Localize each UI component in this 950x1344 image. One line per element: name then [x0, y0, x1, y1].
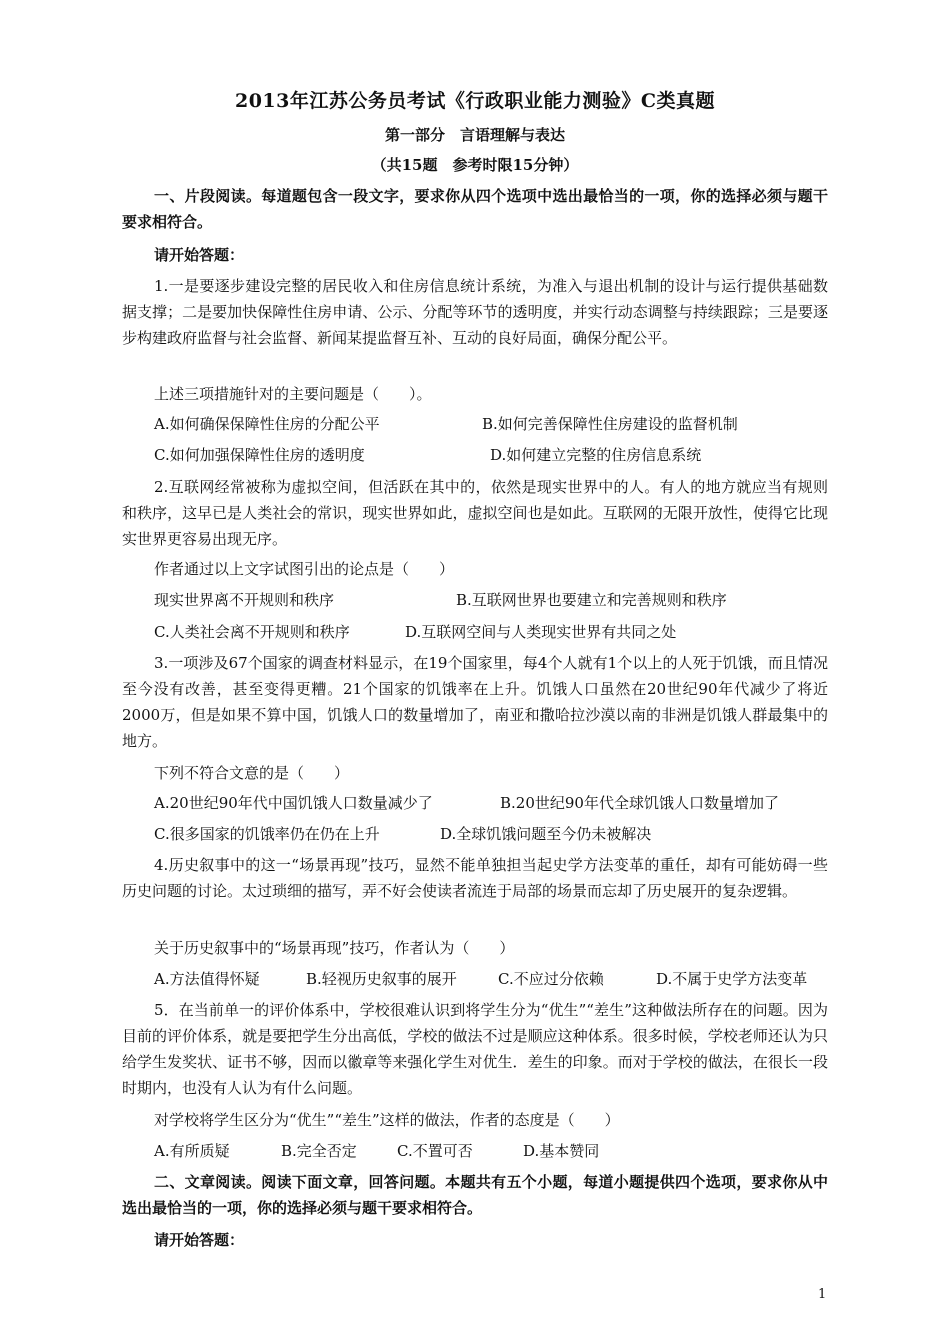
q5-option-b: B.完全否定 [281, 1142, 357, 1160]
q4-option-c: C.不应过分依赖 [498, 970, 604, 988]
q3-option-b: B.20世纪90年代全球饥饿人口数量增加了 [500, 794, 779, 812]
q1-option-b: B.如何完善保障性住房建设的监督机制 [482, 415, 738, 433]
q4-option-d: D.不属于史学方法变革 [656, 970, 808, 988]
q2-passage: 2.互联网经常被称为虚拟空间，但活跃在其中的，依然是现实世界中的人。有人的地方就应当有规则和秩序，这早已是人类社会的常识，现实世界如此，虚拟空间也是如此。互联网的无限开放性，使得它比现实世界更容易出现无序。 [122, 478, 828, 548]
page-title: 2013年江苏公务员考试《行政职业能力测验》C类真题 [234, 90, 715, 112]
q3-passage: 3.一项涉及67个国家的调查材料显示，在19个国家里，每4个人就有1个以上的人死于饥饿，而且情况至今没有改善，甚至变得更糟。21个国家的饥饿率在上升。饥饿人口虽然在20世纪90年代减少了将近2000万，但是如果不算中国，饥饿人口的数量增加了，南亚和撒哈拉沙漠以南的非洲是饥饿人群最集中的地方。 [122, 654, 828, 750]
q3-option-c: C.很多国家的饥饿率仍在仍在上升 [154, 825, 380, 843]
q5-option-d: D.基本赞同 [523, 1142, 600, 1160]
page-number: 1 [818, 1287, 827, 1302]
section1-start: 请开始答题： [154, 246, 245, 264]
section1-instruction: 一、片段阅读。每道题包含一段文字，要求你从四个选项中选出最恰当的一项，你的选择必须与题干要求相符合。 [122, 187, 828, 231]
q5-passage: 5．在当前单一的评价体系中，学校很难认识到将学生分为“优生”“差生”这种做法所存在的问题。因为目前的评价体系，就是要把学生分出高低，学校的做法不过是顺应这种体系。很多时候，学校老师还认为只给学生发奖状、证书不够，因而以徽章等来强化学生对优生．差生的印象。而对于学校的做法，在很长一段时期内，也没有人认为有什么问题。 [122, 1001, 828, 1097]
q2-option-a: 现实世界离不开规则和秩序 [154, 591, 335, 609]
q4-option-b: B.轻视历史叙事的展开 [306, 970, 457, 988]
q2-option-b: B.互联网世界也要建立和完善规则和秩序 [456, 591, 727, 609]
part-info: （共15题 参考时限15分钟） [371, 156, 579, 174]
q1-option-c: C.如何加强保障性住房的透明度 [154, 446, 365, 464]
q1-option-d: D.如何建立完整的住房信息系统 [490, 446, 702, 464]
section2-instruction: 二、文章阅读。阅读下面文章，回答问题。本题共有五个小题，每道小题提供四个选项，要求你从中选出最恰当的一项，你的选择必须与题干要求相符合。 [122, 1173, 828, 1217]
q5-option-c: C.不置可否 [397, 1142, 473, 1160]
q1-stem: 上述三项措施针对的主要问题是（ ）。 [154, 385, 432, 403]
q3-option-a: A.20世纪90年代中国饥饿人口数量减少了 [154, 794, 433, 812]
q3-option-d: D.全球饥饿问题至今仍未被解决 [440, 825, 652, 843]
q4-option-a: A.方法值得怀疑 [154, 970, 260, 988]
section2-start: 请开始答题： [154, 1231, 245, 1249]
q1-option-a: A.如何确保保障性住房的分配公平 [154, 415, 380, 433]
q4-passage: 4.历史叙事中的这一“场景再现”技巧，显然不能单独担当起史学方法变革的重任，却有可能妨碍一些历史问题的讨论。太过琐细的描写，弄不好会使读者流连于局部的场景而忘却了历史展开的复杂逻辑。 [122, 856, 828, 900]
q3-stem: 下列不符合文意的是（ ） [154, 764, 350, 782]
q5-stem: 对学校将学生区分为“优生”“差生”这样的做法，作者的态度是（ ） [154, 1111, 620, 1129]
q4-stem: 关于历史叙事中的“场景再现”技巧，作者认为（ ） [154, 939, 515, 957]
q2-option-d: D.互联网空间与人类现实世界有共同之处 [405, 623, 677, 641]
q1-passage: 1.一是要逐步建设完整的居民收入和住房信息统计系统，为准入与退出机制的设计与运行提供基础数据支撑；二是要加快保障性住房申请、公示、分配等环节的透明度，并实行动态调整与持续跟踪；三是要逐步构建政府监督与社会监督、新闻某提监督互补、互动的良好局面，确保分配公平。 [122, 277, 828, 347]
q2-stem: 作者通过以上文字试图引出的论点是（ ） [154, 560, 455, 578]
q2-option-c: C.人类社会离不开规则和秩序 [154, 623, 350, 641]
q5-option-a: A.有所质疑 [154, 1142, 230, 1160]
part-heading: 第一部分 言语理解与表达 [384, 126, 565, 144]
